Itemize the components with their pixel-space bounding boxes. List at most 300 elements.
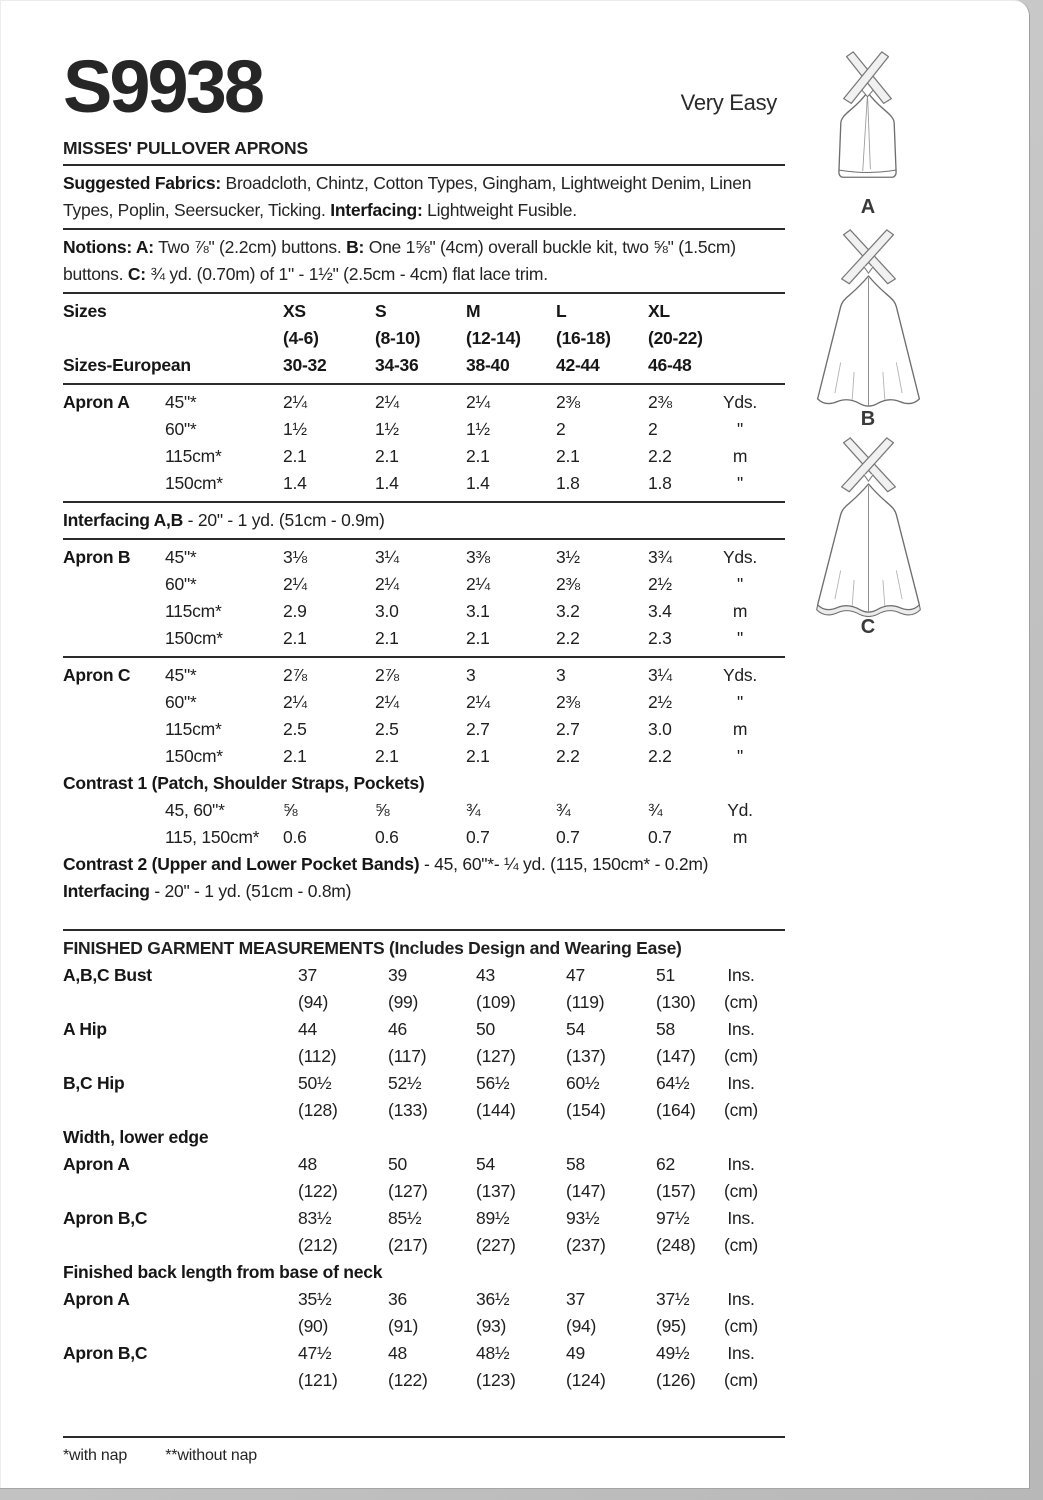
yardage-value-cell: 2¼ <box>375 692 399 712</box>
yardage-value-cell: 3.2 <box>556 601 580 621</box>
measurement-label: B,C Hip <box>63 1073 125 1093</box>
measurement-value-cell: 56½ <box>476 1073 510 1093</box>
yardage-value-cell: 3.0 <box>375 601 399 621</box>
size-range-cell: (4-6) <box>283 328 319 348</box>
measurement-value-cell: 48½ <box>476 1343 510 1363</box>
yardage-value-cell: 0.6 <box>375 827 399 847</box>
yardage-row <box>63 689 785 716</box>
yardage-note-row: Contrast 2 (Upper and Lower Pocket Bands) - 45, 60"*- ¼ yd. (115, 150cm* - 0.2m) <box>63 854 709 874</box>
yardage-value-cell: 2¼ <box>283 692 307 712</box>
measurement-value-cell: 49 <box>566 1343 585 1363</box>
measurement-value-cell: 49½ <box>656 1343 690 1363</box>
empty-cell <box>63 989 298 1016</box>
units-cell: Ins. <box>727 1073 755 1093</box>
yardage-value-cell: 2¼ <box>283 574 307 594</box>
measurement-row-cm <box>63 989 785 1016</box>
measurement-value-cell: 85½ <box>388 1208 422 1228</box>
units-cell <box>710 298 770 325</box>
divider <box>63 538 785 540</box>
section-label <box>63 824 165 851</box>
yardage-value-cell: 2.2 <box>648 446 672 466</box>
yardage-value-cell: 2.1 <box>375 746 399 766</box>
yardage-value-cell: 3 <box>466 665 476 685</box>
euro-sizes-label: Sizes-European <box>63 355 191 375</box>
yardage-value-cell: 2.1 <box>466 446 490 466</box>
section-label <box>63 443 165 470</box>
yardage-value-cell: 3.4 <box>648 601 672 621</box>
yardage-value-cell: 2½ <box>648 692 672 712</box>
yardage-value-cell: 0.7 <box>648 827 672 847</box>
yardage-value-cell: 2.1 <box>283 446 307 466</box>
fabric-width-cell: 150cm* <box>165 473 223 493</box>
units-cell: " <box>737 574 743 594</box>
yardage-value-cell: 2.5 <box>283 719 307 739</box>
apron-b-sketch-icon <box>806 228 931 420</box>
measurements-title: FINISHED GARMENT MEASUREMENTS (Includes Design and Wearing Ease) <box>63 938 682 958</box>
measurement-label: Apron B,C <box>63 1208 148 1228</box>
measurement-row-cm <box>63 1178 785 1205</box>
yardage-value-cell: 0.7 <box>466 827 490 847</box>
section-label <box>63 470 165 497</box>
measurement-label: A Hip <box>63 1019 107 1039</box>
section-label <box>63 716 165 743</box>
yardage-table <box>63 292 785 905</box>
suggested-fabrics-paragraph: Suggested Fabrics: Broadcloth, Chintz, Cotton Types, Gingham, Lightweight Denim, Linen Types, Poplin, Seersucker, Ticking. Interfacing: Lightweight Fusible. <box>63 173 752 220</box>
yardage-note-row: Contrast 1 (Patch, Shoulder Straps, Pockets) <box>63 773 425 793</box>
apron-c-sketch-icon <box>806 436 931 628</box>
with-nap-note: *with nap <box>63 1447 128 1464</box>
measurement-value-cell: 54 <box>476 1154 495 1174</box>
divider <box>63 929 785 931</box>
size-range-cell: (8-10) <box>375 328 421 348</box>
yardage-row <box>63 662 785 689</box>
footnote <box>63 1442 785 1469</box>
measurement-cm-cell: (217) <box>388 1235 428 1255</box>
size-range-cell: (16-18) <box>556 328 611 348</box>
euro-size-cell: 34-36 <box>375 355 419 375</box>
yardage-value-cell: 2.1 <box>556 446 580 466</box>
footnote-section <box>63 1436 785 1469</box>
yardage-value-cell: 3.1 <box>466 601 490 621</box>
measurement-value-cell: 37 <box>298 965 317 985</box>
yardage-value-cell: 1.4 <box>283 473 307 493</box>
yardage-value-cell: 2⅜ <box>556 574 580 594</box>
yardage-value-cell: 2.1 <box>466 628 490 648</box>
size-name-l: L <box>556 301 567 321</box>
empty-cell <box>63 1043 298 1070</box>
units-cell: Ins. <box>727 1019 755 1039</box>
measurement-row-cm <box>63 1232 785 1259</box>
measurements-table <box>63 962 785 1394</box>
measurement-row-cm <box>63 1043 785 1070</box>
measurement-cm-cell: (164) <box>656 1100 696 1120</box>
fabric-width-cell: 60"* <box>165 419 197 439</box>
measurement-cm-cell: (121) <box>298 1370 338 1390</box>
units-cell: (cm) <box>724 1235 758 1255</box>
yardage-value-cell: 2.1 <box>283 746 307 766</box>
yardage-value-cell: 2.1 <box>466 746 490 766</box>
yardage-value-cell: 3¼ <box>648 665 672 685</box>
measurement-cm-cell: (93) <box>476 1316 507 1336</box>
size-ranges-row <box>63 325 785 352</box>
measurement-value-cell: 83½ <box>298 1208 332 1228</box>
units-cell: " <box>737 628 743 648</box>
empty-cell <box>63 1178 298 1205</box>
fabric-width-cell: 115cm* <box>165 446 222 466</box>
without-nap-note: **without nap <box>165 1447 257 1464</box>
measurement-cm-cell: (94) <box>298 992 329 1012</box>
measurement-value-cell: 54 <box>566 1019 585 1039</box>
yardage-value-cell: 3.0 <box>648 719 672 739</box>
yardage-value-cell: 2.9 <box>283 601 307 621</box>
measurement-value-cell: 89½ <box>476 1208 510 1228</box>
measurement-row-cm <box>63 1097 785 1124</box>
yardage-value-cell: 2⅜ <box>556 392 580 412</box>
measurement-cm-cell: (124) <box>566 1370 606 1390</box>
measurement-cm-cell: (94) <box>566 1316 597 1336</box>
yardage-value-cell: 1½ <box>466 419 490 439</box>
measurement-cm-cell: (154) <box>566 1100 606 1120</box>
yardage-value-cell: 2.7 <box>556 719 580 739</box>
section-label <box>63 625 165 652</box>
measurement-cm-cell: (126) <box>656 1370 696 1390</box>
measurement-row <box>63 1070 785 1097</box>
measurement-value-cell: 62 <box>656 1154 675 1174</box>
measurement-value-cell: 58 <box>566 1154 585 1174</box>
units-cell: (cm) <box>724 1370 758 1390</box>
yardage-row <box>63 544 785 571</box>
yardage-value-cell: 3½ <box>556 547 580 567</box>
size-name-xl: XL <box>648 301 670 321</box>
yardage-value-cell: 2 <box>556 419 566 439</box>
divider <box>63 501 785 503</box>
units-cell <box>710 352 770 379</box>
yardage-value-cell: 3¼ <box>375 547 399 567</box>
measurement-value-cell: 43 <box>476 965 495 985</box>
fabric-width-cell: 45"* <box>165 547 197 567</box>
units-cell: " <box>737 473 743 493</box>
yardage-value-cell: 2⅜ <box>556 692 580 712</box>
section-label: Apron C <box>63 665 131 685</box>
yardage-value-cell: 1.8 <box>556 473 580 493</box>
measurement-value-cell: 51 <box>656 965 675 985</box>
yardage-value-cell: 1½ <box>375 419 399 439</box>
yardage-value-cell: ⅝ <box>375 800 390 820</box>
measurement-label: A,B,C Bust <box>63 965 152 985</box>
yardage-row <box>63 470 785 497</box>
masthead <box>63 44 785 128</box>
measurement-cm-cell: (147) <box>566 1181 606 1201</box>
measurement-cm-cell: (237) <box>566 1235 606 1255</box>
measurement-cm-cell: (99) <box>388 992 419 1012</box>
yardage-row <box>63 598 785 625</box>
difficulty-badge: Very Easy <box>680 90 777 115</box>
measurement-cm-cell: (128) <box>298 1100 338 1120</box>
yardage-value-cell: ¾ <box>556 800 571 820</box>
empty-cell <box>63 325 283 352</box>
view-c-label: C <box>860 616 876 638</box>
divider <box>63 1436 785 1438</box>
measurement-value-cell: 39 <box>388 965 407 985</box>
yardage-row <box>63 389 785 416</box>
size-name-xs: XS <box>283 301 306 321</box>
measurement-value-cell: 44 <box>298 1019 317 1039</box>
measurement-value-cell: 48 <box>388 1343 407 1363</box>
measurement-value-cell: 60½ <box>566 1073 600 1093</box>
measurement-row <box>63 1151 785 1178</box>
notions-paragraph: Notions: A: Two ⅞" (2.2cm) buttons. B: One 1⅝" (4cm) overall buckle kit, two ⅝" (1.5cm) buttons. C: ¾ yd. (0.70m) of 1" - 1½" (2.5cm - 4cm) flat lace trim. <box>63 237 736 284</box>
units-cell: Ins. <box>727 1208 755 1228</box>
yardage-row <box>63 571 785 598</box>
yardage-row <box>63 625 785 652</box>
measurement-value-cell: 36 <box>388 1289 407 1309</box>
section-label <box>63 743 165 770</box>
measurement-value-cell: 97½ <box>656 1208 690 1228</box>
units-cell: m <box>732 601 748 621</box>
section-label: Apron B <box>63 547 131 567</box>
size-range-cell: (20-22) <box>648 328 703 348</box>
yardage-value-cell: 2¼ <box>283 392 307 412</box>
divider <box>63 656 785 658</box>
measurement-cm-cell: (137) <box>566 1046 606 1066</box>
measurement-row <box>63 962 785 989</box>
yardage-value-cell: 2.2 <box>556 628 580 648</box>
size-name-m: M <box>466 301 481 321</box>
fabric-width-cell: 45, 60"* <box>165 800 225 820</box>
measurement-cm-cell: (117) <box>388 1046 427 1066</box>
yardage-note-row: Interfacing - 20" - 1 yd. (51cm - 0.8m) <box>63 881 352 901</box>
divider <box>63 292 785 294</box>
measurement-value-cell: 46 <box>388 1019 407 1039</box>
units-cell: (cm) <box>724 1046 758 1066</box>
measurement-value-cell: 50 <box>388 1154 407 1174</box>
section-label <box>63 797 165 824</box>
fabric-width-cell: 60"* <box>165 574 197 594</box>
divider <box>63 383 785 385</box>
measurement-cm-cell: (144) <box>476 1100 516 1120</box>
measurement-row <box>63 1340 785 1367</box>
section-label <box>63 689 165 716</box>
units-cell: Ins. <box>727 965 755 985</box>
yardage-value-cell: ¾ <box>648 800 663 820</box>
sizes-header-row <box>63 298 785 325</box>
yardage-value-cell: 2.1 <box>375 628 399 648</box>
yardage-value-cell: 2.1 <box>283 628 307 648</box>
measurement-cm-cell: (112) <box>298 1046 337 1066</box>
measurement-value-cell: 36½ <box>476 1289 510 1309</box>
measurement-cm-cell: (227) <box>476 1235 516 1255</box>
yardage-value-cell: 2.3 <box>648 628 672 648</box>
measurement-value-cell: 35½ <box>298 1289 332 1309</box>
size-name-s: S <box>375 301 387 321</box>
yardage-value-cell: 2⅞ <box>375 665 399 685</box>
units-cell: (cm) <box>724 1181 758 1201</box>
measurement-cm-cell: (133) <box>388 1100 428 1120</box>
yardage-value-cell: 3⅛ <box>283 547 307 567</box>
apron-a-sketch-icon <box>815 50 920 193</box>
measurement-cm-cell: (147) <box>656 1046 696 1066</box>
yardage-value-cell: 1.8 <box>648 473 672 493</box>
yardage-value-cell: 3⅜ <box>466 547 490 567</box>
yardage-value-cell: 2.2 <box>648 746 672 766</box>
measurement-cm-cell: (119) <box>566 992 605 1012</box>
measurement-cm-cell: (127) <box>388 1181 428 1201</box>
yardage-value-cell: 1½ <box>283 419 307 439</box>
empty-cell <box>63 1313 298 1340</box>
measurement-cm-cell: (248) <box>656 1235 696 1255</box>
yardage-row <box>63 797 785 824</box>
measurement-subhead-row <box>63 1124 785 1151</box>
measurement-label: Apron A <box>63 1154 130 1174</box>
measurement-cm-cell: (127) <box>476 1046 516 1066</box>
fabric-width-cell: 150cm* <box>165 628 223 648</box>
yardage-value-cell: 0.6 <box>283 827 307 847</box>
units-cell: " <box>737 419 743 439</box>
measurement-row <box>63 1205 785 1232</box>
yardage-row <box>63 443 785 470</box>
units-cell: (cm) <box>724 992 758 1012</box>
yardage-value-cell: 2¼ <box>375 574 399 594</box>
measurement-value-cell: 50½ <box>298 1073 332 1093</box>
fabric-width-cell: 115, 150cm* <box>165 827 260 847</box>
units-cell: (cm) <box>724 1100 758 1120</box>
yardage-value-cell: 2.2 <box>556 746 580 766</box>
yardage-value-cell: 2.1 <box>375 446 399 466</box>
empty-cell <box>63 1367 298 1394</box>
units-cell: Yd. <box>727 800 753 820</box>
yardage-row <box>63 824 785 851</box>
yardage-note-row: Interfacing A,B - 20" - 1 yd. (51cm - 0.9m) <box>63 510 385 530</box>
yardage-value-cell: 2¼ <box>466 574 490 594</box>
yardage-value-cell: 1.4 <box>466 473 490 493</box>
measurements-section <box>63 929 785 1394</box>
euro-size-cell: 42-44 <box>556 355 600 375</box>
yardage-value-cell: 2⅞ <box>283 665 307 685</box>
measurement-subhead: Width, lower edge <box>63 1127 209 1147</box>
yardage-value-cell: 3 <box>556 665 566 685</box>
yardage-value-cell: ¾ <box>466 800 481 820</box>
fabric-width-cell: 45"* <box>165 392 197 412</box>
measurement-value-cell: 48 <box>298 1154 317 1174</box>
euro-size-cell: 38-40 <box>466 355 510 375</box>
units-cell: Ins. <box>727 1154 755 1174</box>
yardage-value-cell: 2¼ <box>466 392 490 412</box>
pattern-number: S9938 <box>63 45 262 128</box>
measurement-value-cell: 37 <box>566 1289 585 1309</box>
view-b-label: B <box>860 408 876 430</box>
units-cell: Yds. <box>722 665 758 685</box>
euro-size-cell: 30-32 <box>283 355 327 375</box>
yardage-value-cell: 1.4 <box>375 473 399 493</box>
measurement-cm-cell: (137) <box>476 1181 516 1201</box>
divider <box>63 164 785 166</box>
measurement-row-cm <box>63 1367 785 1394</box>
yardage-value-cell: 3¾ <box>648 547 672 567</box>
divider <box>63 228 785 230</box>
units-cell: Yds. <box>722 392 758 412</box>
measurement-value-cell: 37½ <box>656 1289 690 1309</box>
view-a-label: A <box>860 196 876 218</box>
measurement-label: Apron A <box>63 1289 130 1309</box>
fabric-width-cell: 150cm* <box>165 746 223 766</box>
fabric-width-cell: 115cm* <box>165 719 222 739</box>
measurement-cm-cell: (109) <box>476 992 516 1012</box>
measurement-cm-cell: (90) <box>298 1316 329 1336</box>
measurement-value-cell: 58 <box>656 1019 675 1039</box>
yardage-value-cell: 2½ <box>648 574 672 594</box>
yardage-value-cell: 2 <box>648 419 658 439</box>
yardage-value-cell: 2¼ <box>466 692 490 712</box>
yardage-value-cell: 2¼ <box>375 392 399 412</box>
yardage-value-cell: 0.7 <box>556 827 580 847</box>
euro-size-cell: 46-48 <box>648 355 692 375</box>
measurement-subhead: Finished back length from base of neck <box>63 1262 383 1282</box>
yardage-value-cell: ⅝ <box>283 800 298 820</box>
empty-cell <box>63 1232 298 1259</box>
measurement-cm-cell: (91) <box>388 1316 419 1336</box>
units-cell: Yds. <box>722 547 758 567</box>
fabric-width-cell: 60"* <box>165 692 197 712</box>
yardage-value-cell: 2.7 <box>466 719 490 739</box>
measurement-subhead-row <box>63 1259 785 1286</box>
fabric-width-cell: 115cm* <box>165 601 222 621</box>
fabric-width-cell: 45"* <box>165 665 197 685</box>
size-range-cell: (12-14) <box>466 328 521 348</box>
measurement-cm-cell: (130) <box>656 992 696 1012</box>
units-cell <box>710 325 770 352</box>
empty-cell <box>63 1097 298 1124</box>
measurement-cm-cell: (212) <box>298 1235 338 1255</box>
section-label <box>63 598 165 625</box>
units-cell: " <box>737 692 743 712</box>
measurement-value-cell: 64½ <box>656 1073 690 1093</box>
yardage-row <box>63 416 785 443</box>
units-cell: m <box>732 446 748 466</box>
yardage-value-cell: 2.5 <box>375 719 399 739</box>
units-cell: m <box>732 719 748 739</box>
measurement-row-cm <box>63 1313 785 1340</box>
section-label <box>63 571 165 598</box>
measurement-row <box>63 1286 785 1313</box>
units-cell: Ins. <box>727 1289 755 1309</box>
measurement-cm-cell: (95) <box>656 1316 687 1336</box>
measurement-cm-cell: (123) <box>476 1370 516 1390</box>
measurement-value-cell: 50 <box>476 1019 495 1039</box>
content-column <box>63 0 785 1469</box>
yardage-row <box>63 743 785 770</box>
section-label <box>63 416 165 443</box>
measurement-value-cell: 52½ <box>388 1073 422 1093</box>
measurement-row <box>63 1016 785 1043</box>
units-cell: (cm) <box>724 1316 758 1336</box>
euro-sizes-row <box>63 352 785 379</box>
measurement-cm-cell: (122) <box>298 1181 338 1201</box>
measurement-value-cell: 47½ <box>298 1343 332 1363</box>
section-label: Apron A <box>63 392 130 412</box>
units-cell: m <box>732 827 748 847</box>
measurement-value-cell: 93½ <box>566 1208 600 1228</box>
page-title: MISSES' PULLOVER APRONS <box>63 138 308 158</box>
yardage-value-cell: 2⅜ <box>648 392 672 412</box>
measurement-value-cell: 47 <box>566 965 585 985</box>
sizes-label: Sizes <box>63 301 107 321</box>
measurement-label: Apron B,C <box>63 1343 148 1363</box>
yardage-row <box>63 716 785 743</box>
measurement-cm-cell: (122) <box>388 1370 428 1390</box>
measurement-cm-cell: (157) <box>656 1181 696 1201</box>
units-cell: " <box>737 746 743 766</box>
units-cell: Ins. <box>727 1343 755 1363</box>
